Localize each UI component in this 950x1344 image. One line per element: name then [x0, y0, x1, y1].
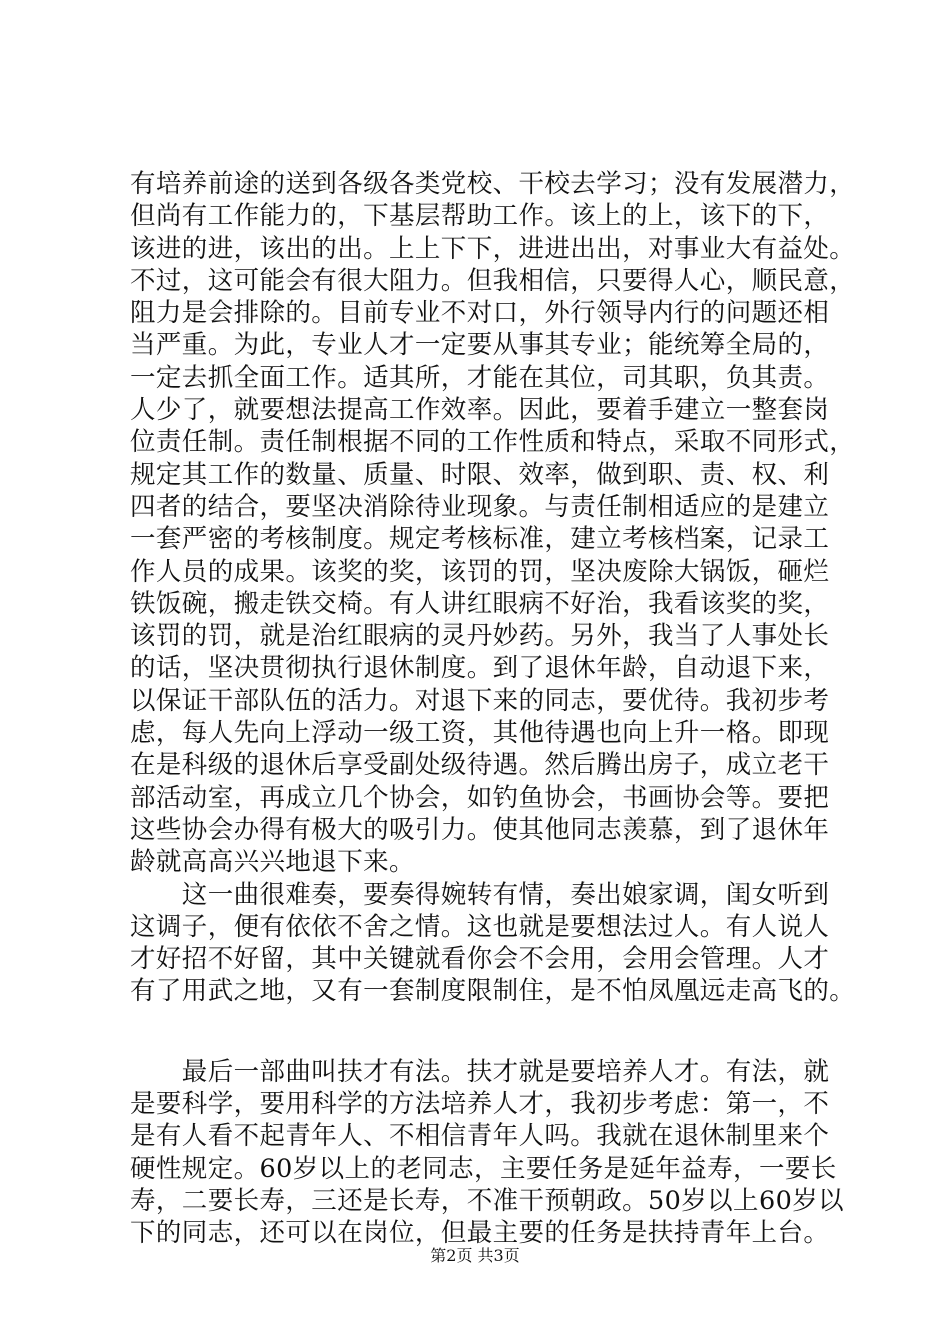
text-line: 有了用武之地，又有一套制度限制住，是不怕凤凰远走高飞的。: [130, 976, 856, 1007]
text-line: 是要科学，要用科学的方法培养人才，我初步考虑：第一，不: [130, 1089, 830, 1120]
text-line: 下的同志，还可以在岗位，但最主要的任务是扶持青年上台。: [130, 1218, 830, 1249]
text-line: 寿，二要长寿，三还是长寿，不准干预朝政。50岁以上60岁以: [130, 1185, 844, 1216]
text-line: 以保证干部队伍的活力。对退下来的同志，要优待。我初步考: [130, 685, 830, 716]
text-line: 龄就高高兴兴地退下来。: [130, 847, 415, 878]
paragraph-block-1: [130, 168, 856, 1008]
text-line: 在是科级的退休后享受副处级待遇。然后腾出房子，成立老干: [130, 750, 830, 781]
text-line: 这调子，便有依依不舍之情。这也就是要想法过人。有人说人: [130, 911, 830, 942]
text-line: 作人员的成果。该奖的奖，该罚的罚，坚决废除大锅饭，砸烂: [130, 556, 830, 587]
text-line: 的话，坚决贯彻执行退休制度。到了退休年龄，自动退下来，: [130, 653, 830, 684]
text-line: 是有人看不起青年人、不相信青年人吗。我就在退休制里来个: [130, 1121, 830, 1152]
text-line: 四者的结合，要坚决消除待业现象。与责任制相适应的是建立: [130, 491, 830, 522]
text-line: 该进的进，该出的出。上上下下，进进出出，对事业大有益处。: [130, 233, 856, 264]
text-line: 位责任制。责任制根据不同的工作性质和特点，采取不同形式，: [130, 427, 856, 458]
text-line: 铁饭碗，搬走铁交椅。有人讲红眼病不好治，我看该奖的奖，: [130, 588, 830, 619]
text-line: 这一曲很难奏，要奏得婉转有情，奏出娘家调，闺女听到: [130, 879, 830, 910]
text-line: 有培养前途的送到各级各类党校、干校去学习；没有发展潜力，: [130, 169, 856, 199]
text-line: 部活动室，再成立几个协会，如钓鱼协会，书画协会等。要把: [130, 782, 830, 813]
text-line: 当严重。为此，专业人才一定要从事其专业；能统筹全局的，: [130, 330, 830, 361]
text-line: 才好招不好留，其中关键就看你会不会用，会用会管理。人才: [130, 944, 830, 975]
text-line: 最后一部曲叫扶才有法。扶才就是要培养人才。有法，就: [130, 1056, 830, 1087]
text-line: 这些协会办得有极大的吸引力。使其他同志羡慕，到了退休年: [130, 814, 830, 845]
text-line: 人少了，就要想法提高工作效率。因此，要着手建立一整套岗: [130, 395, 830, 426]
text-line: 该罚的罚，就是治红眼病的灵丹妙药。另外，我当了人事处长: [130, 621, 830, 652]
text-line: 规定其工作的数量、质量、时限、效率，做到职、责、权、利: [130, 459, 830, 490]
body-text: [130, 168, 856, 1250]
text-line: 虑，每人先向上浮动一级工资，其他待遇也向上升一格。即现: [130, 718, 830, 749]
text-line: 阻力是会排除的。目前专业不对口，外行领导内行的问题还相: [130, 298, 830, 329]
text-line: 硬性规定。60岁以上的老同志，主要任务是延年益寿，一要长: [130, 1153, 837, 1184]
paragraph-gap: [130, 1008, 830, 1056]
text-line: 但尚有工作能力的，下基层帮助工作。该上的上，该下的下，: [130, 201, 830, 232]
text-line: 一定去抓全面工作。适其所，才能在其位，司其职，负其责。: [130, 362, 830, 393]
paragraph-block-2: [130, 1056, 844, 1250]
text-line: 不过，这可能会有很大阻力。但我相信，只要得人心，顺民意，: [130, 265, 856, 296]
text-line: 一套严密的考核制度。规定考核标准，建立考核档案，记录工: [130, 524, 830, 555]
page-footer: 第2页 共3页: [430, 1246, 520, 1265]
